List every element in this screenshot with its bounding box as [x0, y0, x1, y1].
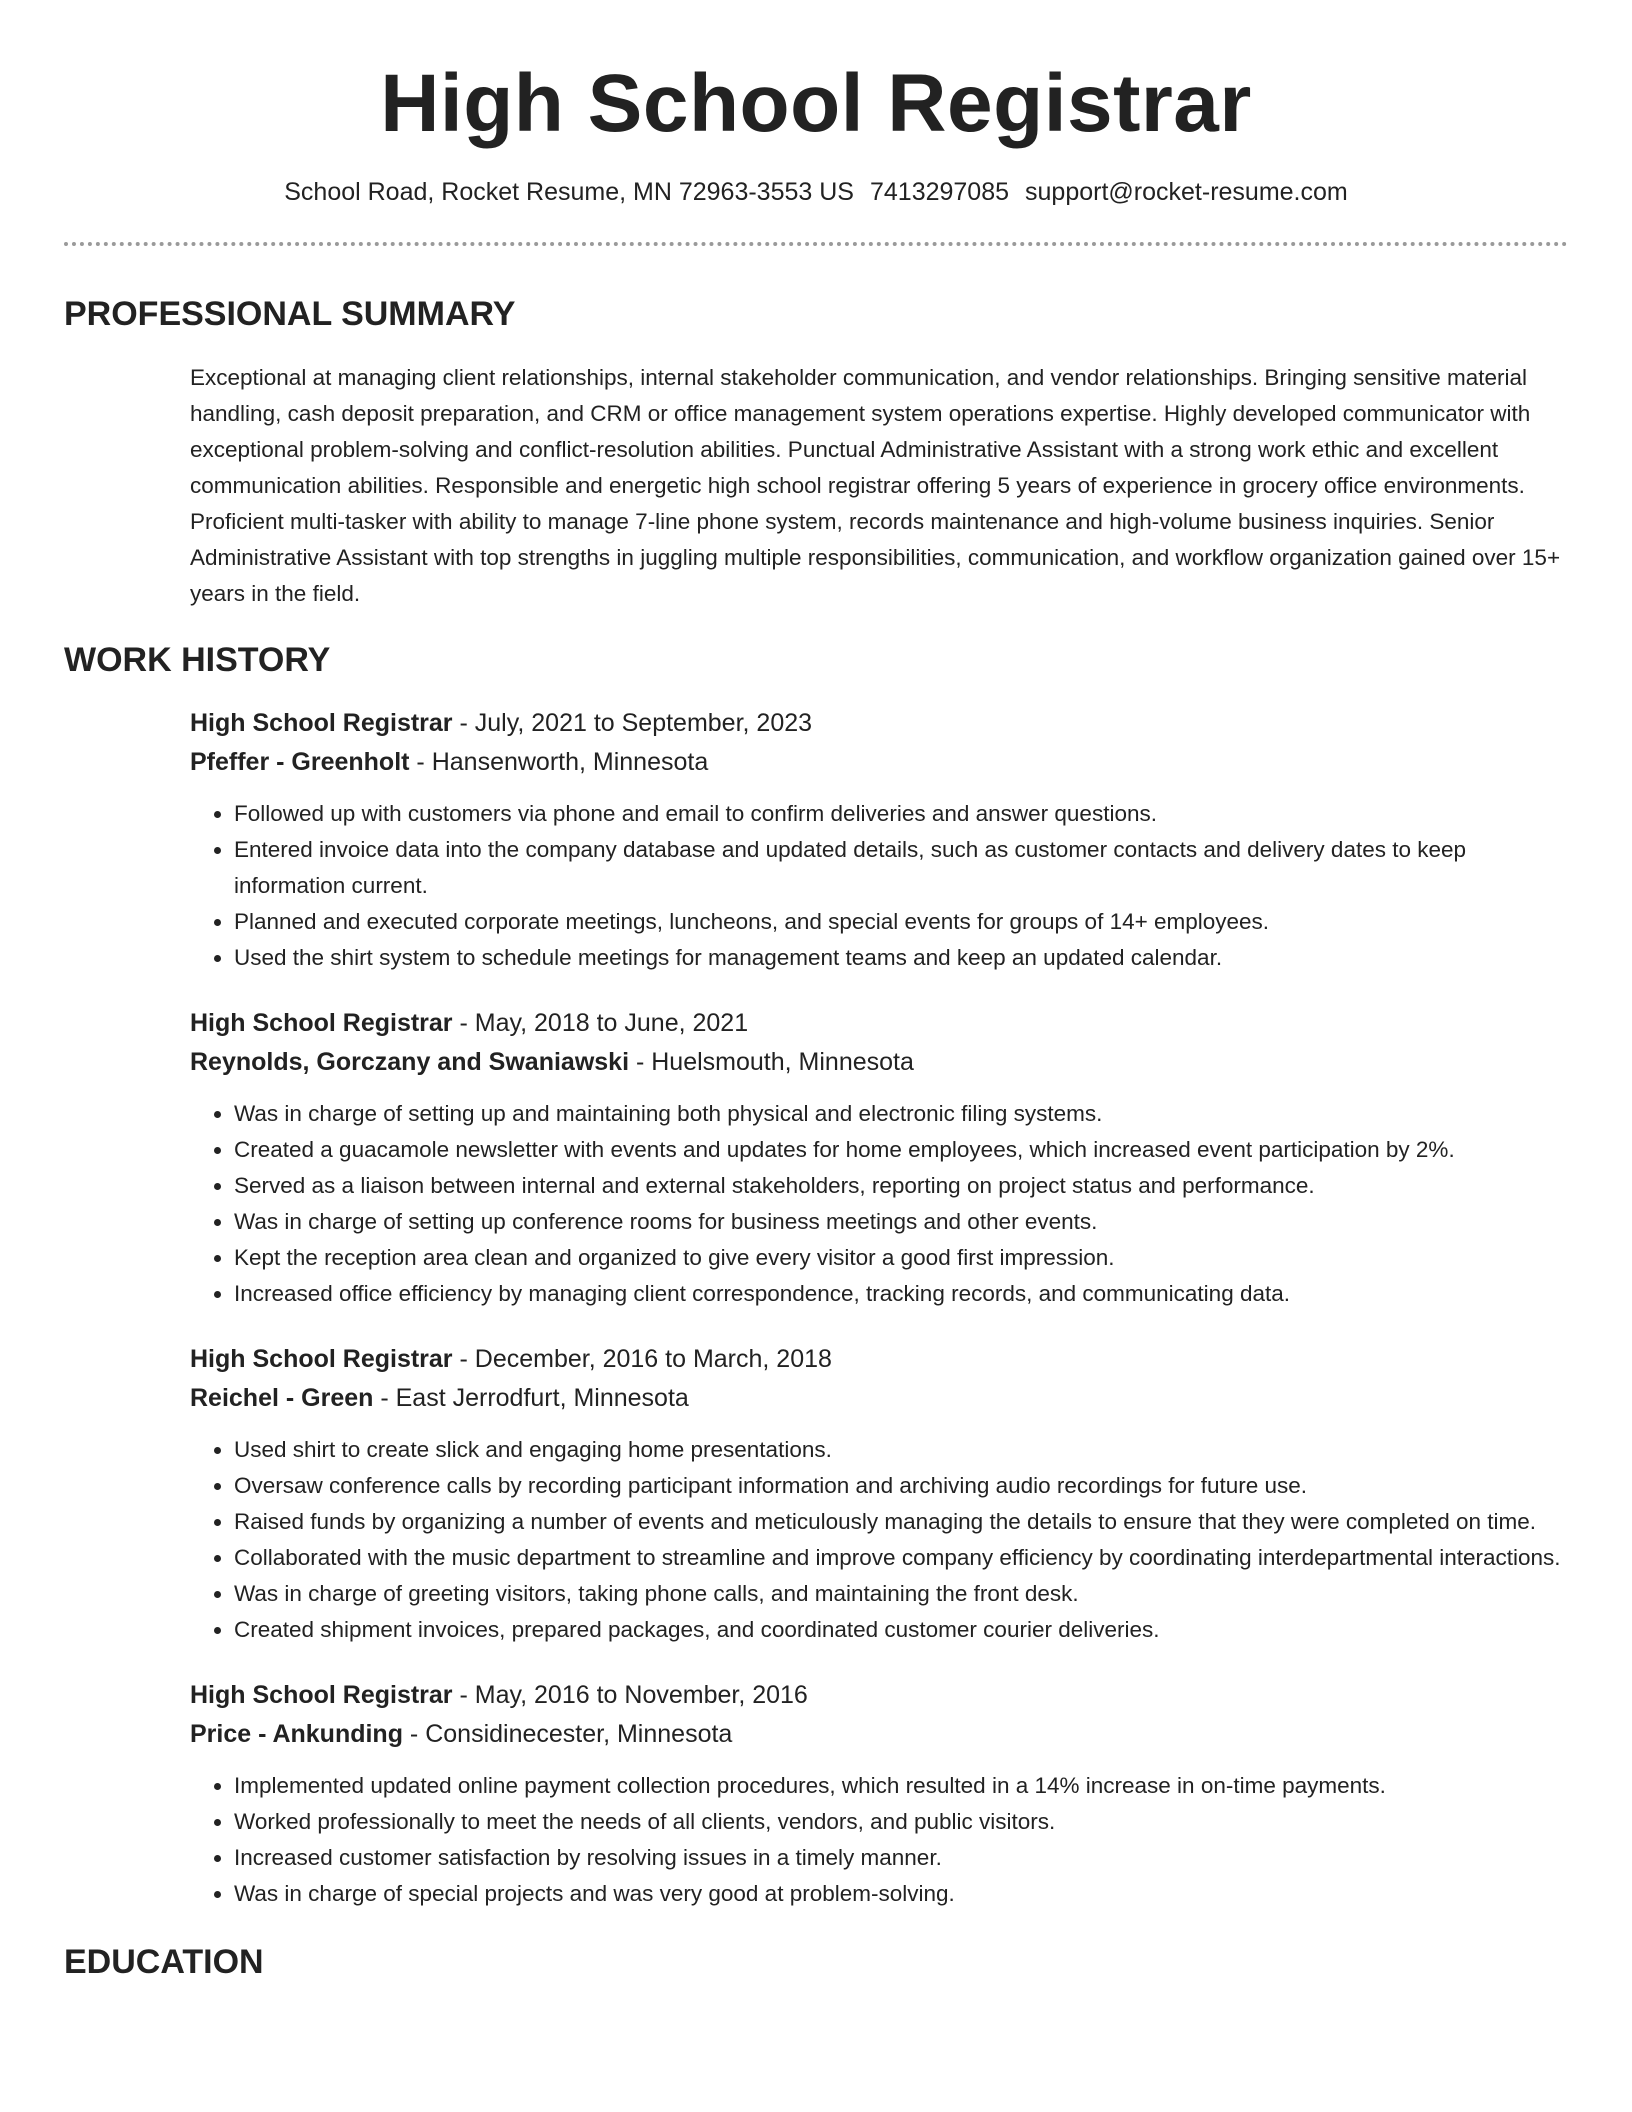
job-company-line	[190, 1715, 1568, 1754]
duty-item: • Was in charge of greeting visitors, taking phone calls, and maintaining the front desk.	[234, 1576, 1568, 1612]
job-entry	[190, 704, 1568, 976]
job-title-line	[190, 1004, 1568, 1043]
duty-item: • Collaborated with the music department to streamline and improve company efficiency by coordinating interdepartmental interactions.	[234, 1540, 1568, 1576]
job-duties	[190, 1768, 1568, 1912]
job-title-line	[190, 704, 1568, 743]
summary-heading: PROFESSIONAL SUMMARY	[64, 295, 516, 333]
job-role: High School Registrar	[190, 1681, 453, 1709]
job-dates: - May, 2016 to November, 2016	[452, 1681, 808, 1709]
duty-item: • Created a guacamole newsletter with events and updates for home employees, which increased event participation by 2%.	[234, 1132, 1568, 1168]
summary-text: Exceptional at managing client relationships, internal stakeholder communication, and vendor relationships. Bringing sensitive material handling, cash deposit preparation, and CRM or office management system operations expertise. Highly developed communicator with exceptional problem-solving and conflict-resolution abilities. Punctual Administrative Assistant with a strong work ethic and excellent communication abilities. Responsible and energetic high school registrar offering 5 years of experience in grocery office environments. Proficient multi-tasker with ability to manage 7-line phone system, records maintenance and high-volume business inquiries. Senior Administrative Assistant with top strengths in juggling multiple responsibilities, communication, and workflow organization gained over 15+ years in the field.	[190, 365, 1561, 606]
duty-item: • Created shipment invoices, prepared packages, and coordinated customer courier deliveries.	[234, 1612, 1568, 1648]
job-location: - Hansenworth, Minnesota	[409, 748, 709, 776]
job-duties	[190, 796, 1568, 976]
duty-item: • Served as a liaison between internal and external stakeholders, reporting on project status and performance.	[234, 1168, 1568, 1204]
contact-phone: 7413297085	[869, 178, 1010, 206]
job-title-line	[190, 1340, 1568, 1379]
duty-item: • Planned and executed corporate meetings, luncheons, and special events for groups of 14+ employees.	[234, 904, 1568, 940]
job-company-line	[190, 743, 1568, 782]
education-heading: EDUCATION	[64, 1943, 264, 1981]
duty-item: • Kept the reception area clean and organized to give every visitor a good first impression.	[234, 1240, 1568, 1276]
job-duties	[190, 1096, 1568, 1312]
job-role: High School Registrar	[190, 1345, 453, 1373]
job-company-line	[190, 1043, 1568, 1082]
duty-item: • Was in charge of setting up and maintaining both physical and electronic filing systems.	[234, 1096, 1568, 1132]
job-company: Price - Ankunding	[190, 1720, 403, 1748]
duty-item: • Increased customer satisfaction by resolving issues in a timely manner.	[234, 1840, 1568, 1876]
contact-line	[64, 176, 1568, 208]
duty-item: • Followed up with customers via phone and email to confirm deliveries and answer questions.	[234, 796, 1568, 832]
duty-item: • Used the shirt system to schedule meetings for management teams and keep an updated calendar.	[234, 940, 1568, 976]
duty-item: • Increased office efficiency by managing client correspondence, tracking records, and communicating data.	[234, 1276, 1568, 1312]
duty-item: • Implemented updated online payment collection procedures, which resulted in a 14% increase in on-time payments.	[234, 1768, 1568, 1804]
duty-item: • Raised funds by organizing a number of events and meticulously managing the details to ensure that they were completed on time.	[234, 1504, 1568, 1540]
job-dates: - December, 2016 to March, 2018	[452, 1345, 832, 1373]
duty-item: • Entered invoice data into the company database and updated details, such as customer contacts and delivery dates to keep information current.	[234, 832, 1568, 904]
job-entry	[190, 1004, 1568, 1312]
job-role: High School Registrar	[190, 709, 453, 737]
duty-item: • Was in charge of setting up conference rooms for business meetings and other events.	[234, 1204, 1568, 1240]
job-dates: - May, 2018 to June, 2021	[452, 1009, 749, 1037]
duty-item: • Worked professionally to meet the needs of all clients, vendors, and public visitors.	[234, 1804, 1568, 1840]
job-title-line	[190, 1676, 1568, 1715]
duty-item: • Used shirt to create slick and engaging home presentations.	[234, 1432, 1568, 1468]
job-company: Pfeffer - Greenholt	[190, 748, 410, 776]
duty-item: • Oversaw conference calls by recording participant information and archiving audio recordings for future use.	[234, 1468, 1568, 1504]
contact-address: School Road, Rocket Resume, MN 72963-3553 US	[284, 178, 854, 206]
job-role: High School Registrar	[190, 1009, 453, 1037]
header-divider	[64, 242, 1568, 246]
job-entry	[190, 1340, 1568, 1648]
job-location: - Considinecester, Minnesota	[402, 1720, 733, 1748]
job-entry	[190, 1676, 1568, 1912]
contact-email: support@rocket-resume.com	[1025, 178, 1348, 206]
job-company: Reynolds, Gorczany and Swaniawski	[190, 1048, 630, 1076]
job-dates: - July, 2021 to September, 2023	[452, 709, 813, 737]
job-company-line	[190, 1379, 1568, 1418]
job-location: - East Jerrodfurt, Minnesota	[373, 1384, 689, 1412]
work-history-heading: WORK HISTORY	[64, 641, 331, 679]
job-company: Reichel - Green	[190, 1384, 374, 1412]
duty-item: • Was in charge of special projects and was very good at problem-solving.	[234, 1876, 1568, 1912]
job-duties	[190, 1432, 1568, 1648]
job-location: - Huelsmouth, Minnesota	[629, 1048, 914, 1076]
candidate-name: High School Registrar	[380, 58, 1252, 149]
